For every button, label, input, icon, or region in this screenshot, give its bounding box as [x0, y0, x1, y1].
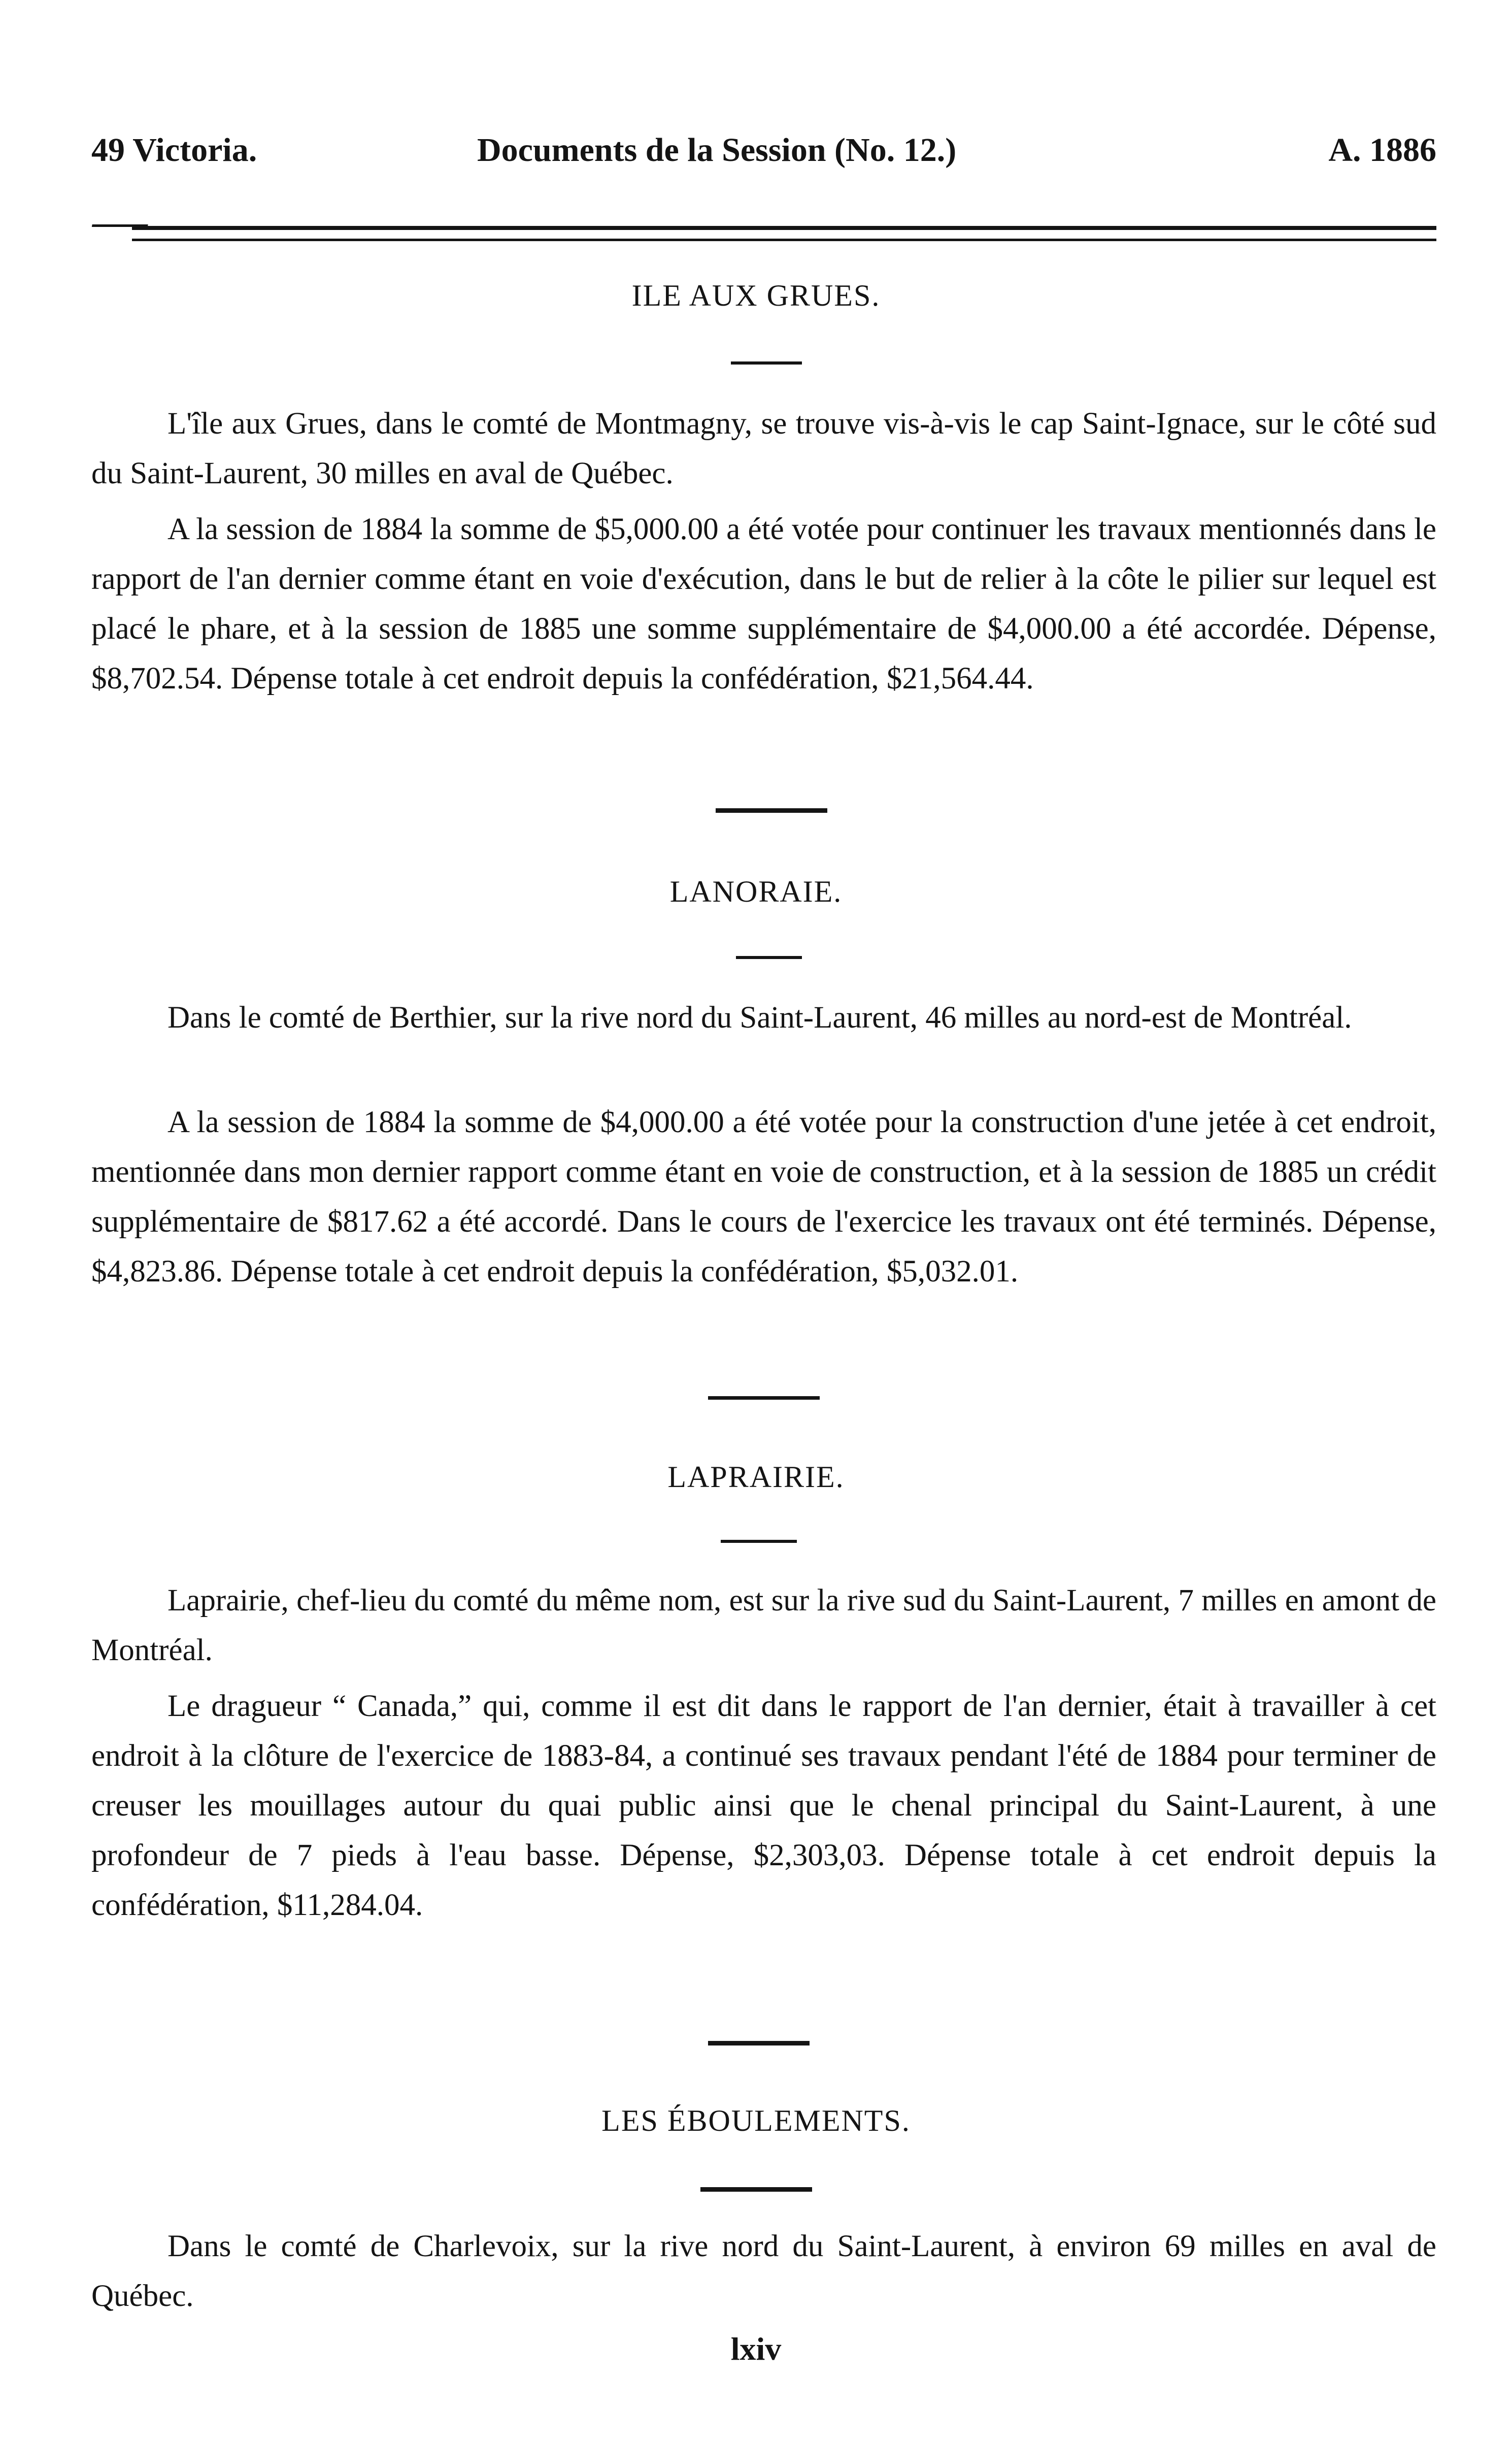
section-title-lanoraie: LANORAIE.	[669, 875, 843, 908]
header-title: Documents de la Session (No. 12.)	[477, 131, 957, 169]
paragraph: Dans le comté de Charlevoix, sur la rive nord du Saint-Laurent, à environ 69 milles en aval de Québec.	[91, 2229, 1436, 2313]
section-dash	[736, 956, 802, 959]
section-separator	[708, 1396, 820, 1400]
paragraph: A la session de 1884 la somme de $4,000.00 a été votée pour la construction d'une jetée à cet endroit, mentionnée dans mon dernier rapport comme étant en voie de construction, et à la session de 1885 un crédit supplémentaire de $817.62 a été accordé. Dans le cours de l'exercice les travaux ont été terminés. Dépense, $4,823.86. Dépense totale à cet endroit depuis la confédération, $5,032.01.	[91, 1105, 1436, 1289]
header-year: A. 1886	[1328, 131, 1436, 169]
section-title-les-eboulements: LES ÉBOULEMENTS.	[601, 2104, 911, 2137]
header-rule-thin	[132, 239, 1436, 241]
section-dash	[731, 361, 802, 365]
section-separator	[708, 2041, 810, 2045]
header-rule-thick	[132, 226, 1436, 230]
paragraph: A la session de 1884 la somme de $5,000.00 a été votée pour continuer les travaux mentionnés dans le rapport de l'an dernier comme étant en voie d'exécution, dans le but de relier à la côte le pilier sur lequel est placé le phare, et à la session de 1885 une somme supplémentaire de $4,000.00 a été accordée. Dépense, $8,702.54. Dépense totale à cet endroit depuis la confédération, $21,564.44.	[91, 512, 1436, 696]
section-separator	[716, 808, 827, 813]
paragraph: Dans le comté de Berthier, sur la rive nord du Saint-Laurent, 46 milles au nord-est de Montréal.	[167, 1001, 1352, 1035]
section-title-laprairie: LAPRAIRIE.	[667, 1460, 845, 1494]
paragraph: Laprairie, chef-lieu du comté du même nom, est sur la rive sud du Saint-Laurent, 7 milles en amont de Montréal.	[91, 1583, 1436, 1667]
paragraph: Le dragueur “ Canada,” qui, comme il est dit dans le rapport de l'an dernier, était à travailler à cet endroit à la clôture de l'exercice de 1883-84, a continué ses travaux pendant l'été de 1884 pour terminer de creuser les mouillages autour du quai public ainsi que le chenal principal du Saint-Laurent, à une profondeur de 7 pieds à l'eau basse. Dépense, $2,303,03. Dépense totale à cet endroit depuis la confédération, $11,284.04.	[91, 1689, 1436, 1922]
section-dash	[721, 1540, 797, 1543]
running-header	[91, 131, 1436, 177]
section-dash	[700, 2187, 812, 2192]
page-number: lxiv	[730, 2331, 782, 2367]
header-volume: 49 Victoria.	[91, 131, 257, 169]
section-title-ile-aux-grues: ILE AUX GRUES.	[631, 279, 881, 312]
paragraph: L'île aux Grues, dans le comté de Montmagny, se trouve vis-à-vis le cap Saint-Ignace, sur le côté sud du Saint-Laurent, 30 milles en aval de Québec.	[91, 407, 1436, 490]
